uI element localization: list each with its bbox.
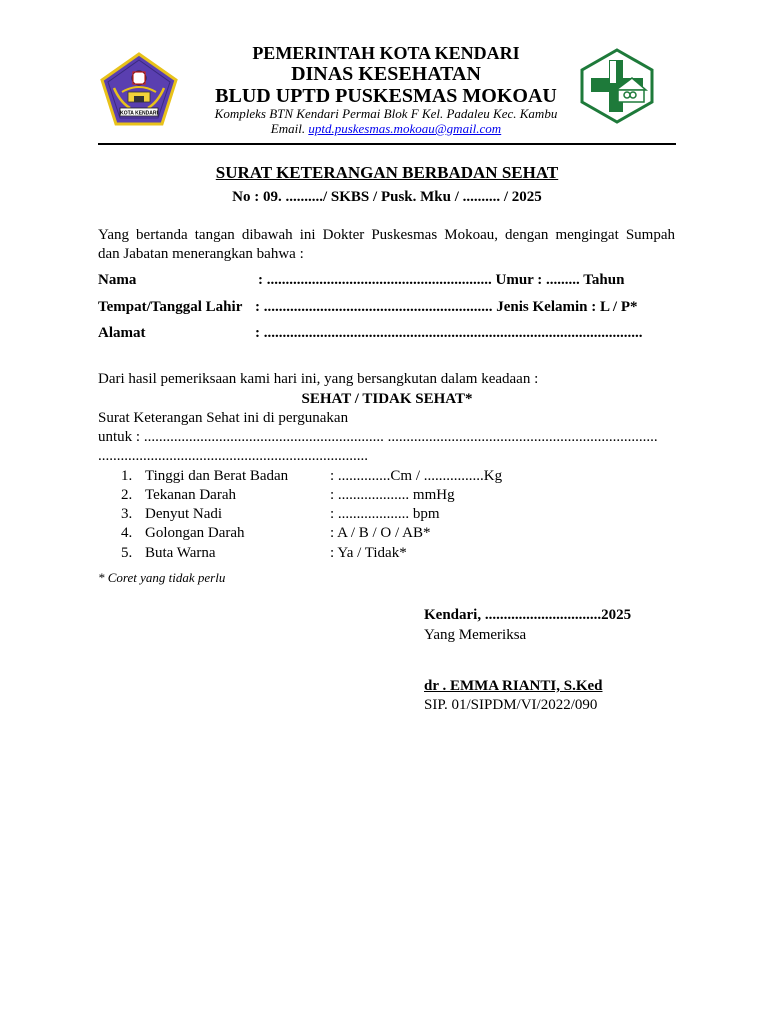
exam-item-num: 4. — [121, 525, 133, 541]
exam-item-num: 1. — [121, 468, 133, 484]
exam-item-num: 2. — [121, 487, 133, 503]
header-email-line — [190, 121, 582, 137]
kota-kendari-logo — [100, 52, 178, 126]
field-alamat-label: Alamat — [98, 325, 146, 341]
intro-line-2: dan Jabatan menerangkan bahwa : — [98, 246, 304, 262]
header-divider — [98, 143, 676, 145]
exam-item-label: Denyut Nadi — [145, 506, 223, 522]
signature-sip: SIP. 01/SIPDM/VI/2022/090 — [424, 697, 598, 713]
field-nama-value: : ............................................................ Umur : ......... Tahun — [258, 272, 625, 288]
footnote: * Coret yang tidak perlu — [98, 570, 226, 585]
email-label: Email. — [270, 121, 306, 136]
header-government: PEMERINTAH KOTA KENDARI — [252, 43, 520, 63]
purpose-line-3: ........................................................................ — [98, 448, 368, 464]
exam-item-label: Tinggi dan Berat Badan — [145, 468, 289, 484]
exam-item-num: 5. — [121, 545, 133, 561]
exam-item-value: : ................... bpm — [330, 506, 440, 522]
puskesmas-logo — [580, 48, 654, 124]
field-ttl-value: : ............................................................. Jenis Kelamin : L / P* — [255, 299, 638, 315]
purpose-line-2: untuk : ................................................................ ........................................................................ — [98, 429, 658, 445]
signature-name: dr . EMMA RIANTI, S.Ked — [424, 678, 603, 694]
logo-ribbon-text: KOTA KENDARI — [120, 110, 158, 117]
header-department: DINAS KESEHATAN — [291, 63, 481, 85]
exam-item-label: Tekanan Darah — [145, 487, 236, 503]
signature-place-date: Kendari, ...............................2025 — [424, 607, 632, 623]
exam-item-value: : A / B / O / AB* — [330, 525, 431, 541]
email-link[interactable]: uptd.puskesmas.mokoau@gmail.com — [308, 121, 502, 136]
exam-item-value: : ................... mmHg — [330, 487, 455, 503]
exam-item-label: Buta Warna — [145, 545, 216, 561]
exam-item-value: : Ya / Tidak* — [330, 545, 407, 561]
result-intro: Dari hasil pemeriksaan kami hari ini, yang bersangkutan dalam keadaan : — [98, 371, 539, 387]
intro-line-1: Yang bertanda tangan dibawah ini Dokter Puskesmas Mokoau, dengan mengingat Sumpah — [98, 227, 675, 243]
exam-item-label: Golongan Darah — [145, 525, 245, 541]
document-title: SURAT KETERANGAN BERBADAN SEHAT — [215, 163, 559, 182]
result-status: SEHAT / TIDAK SEHAT* — [301, 391, 473, 407]
exam-item-num: 3. — [121, 506, 133, 522]
header-address: Kompleks BTN Kendari Permai Blok F Kel. Padaleu Kec. Kambu — [214, 106, 558, 121]
document-number: No : 09. ........../ SKBS / Pusk. Mku / .......... / 2025 — [232, 189, 542, 205]
purpose-line-1: Surat Keterangan Sehat ini di pergunakan — [98, 410, 349, 426]
field-alamat-value: : ..................................................................................................... — [255, 325, 643, 341]
header-institution: BLUD UPTD PUSKESMAS MOKOAU — [215, 85, 557, 107]
field-ttl-label: Tempat/Tanggal Lahir — [98, 299, 243, 315]
signature-role: Yang Memeriksa — [424, 627, 527, 643]
field-nama-label: Nama — [98, 272, 137, 288]
exam-item-value: : ..............Cm / ................Kg — [330, 468, 503, 484]
